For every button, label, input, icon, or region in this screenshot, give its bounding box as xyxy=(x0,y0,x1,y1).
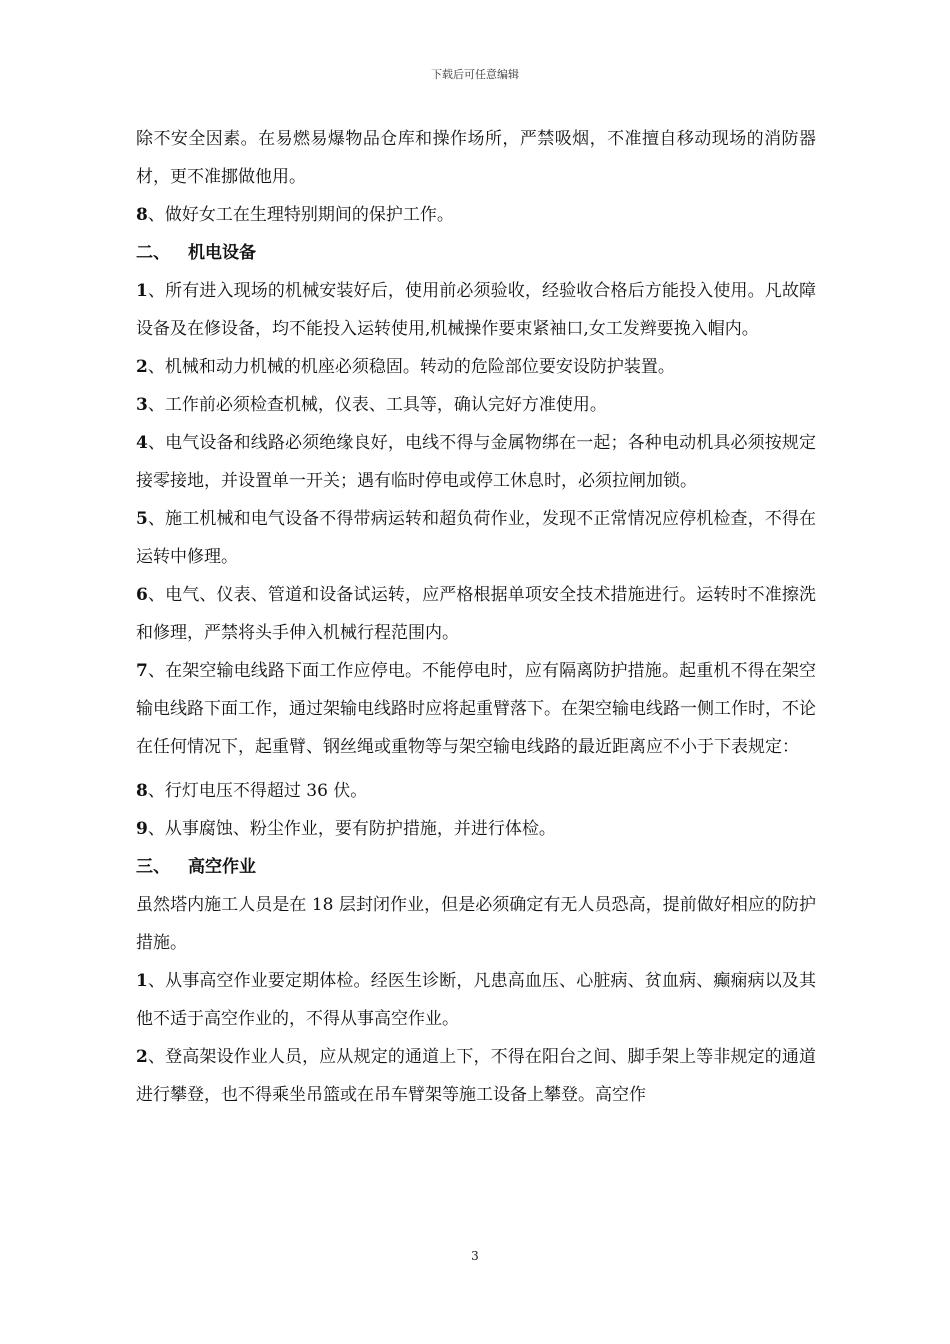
paragraph xyxy=(136,1038,816,1114)
section-number: 二、 xyxy=(136,243,170,263)
section-title: 机电设备 xyxy=(188,243,256,263)
paragraph xyxy=(136,424,816,500)
item-number: 5 xyxy=(136,509,148,529)
page-header: 下载后可任意编辑 xyxy=(431,68,519,81)
item-number: 4 xyxy=(136,433,148,453)
item-number: 7 xyxy=(136,661,148,681)
document-body xyxy=(136,120,816,1114)
section-heading xyxy=(136,234,816,272)
item-number: 3 xyxy=(136,395,148,415)
paragraph-text: 、登高架设作业人员，应从规定的通道上下，不得在阳台之间、脚手架上等非规定的通道进行攀登，也不得乘坐吊篮或在吊车臂架等施工设备上攀登。高空作 xyxy=(136,1047,816,1105)
page-number: 3 xyxy=(471,1249,479,1263)
paragraph-text: 、从事高空作业要定期体检。经医生诊断，凡患高血压、心脏病、贫血病、癫痫病以及其他不适于高空作业的，不得从事高空作业。 xyxy=(136,971,816,1029)
paragraph-text: 、施工机械和电气设备不得带病运转和超负荷作业，发现不正常情况应停机检查，不得在运转中修理。 xyxy=(136,509,816,567)
paragraph-text: 、电气设备和线路必须绝缘良好，电线不得与金属物绑在一起；各种电动机具必须按规定接零接地，并设置单一开关；遇有临时停电或停工休息时，必须拉闸加锁。 xyxy=(136,433,816,491)
paragraph xyxy=(136,962,816,1038)
paragraph-text: 、电气、仪表、管道和设备试运转，应严格根据单项安全技术措施进行。运转时不准擦洗和修理，严禁将头手伸入机械行程范围内。 xyxy=(136,585,816,643)
paragraph xyxy=(136,272,816,348)
paragraph-text: 、做好女工在生理特别期间的保护工作。 xyxy=(147,205,454,225)
item-number: 2 xyxy=(136,357,148,377)
paragraph-text: 、工作前必须检查机械，仪表、工具等，确认完好方准使用。 xyxy=(147,395,607,415)
paragraph-text: 虽然塔内施工人员是在 18 层封闭作业，但是必须确定有无人员恐高，提前做好相应的防护措施。 xyxy=(136,895,816,953)
paragraph-text: 、机械和动力机械的机座必须稳固。转动的危险部位要安设防护装置。 xyxy=(147,357,675,377)
paragraph xyxy=(136,576,816,652)
paragraph xyxy=(136,196,816,234)
paragraph xyxy=(136,120,816,196)
paragraph-text: 、行灯电压不得超过 36 伏。 xyxy=(147,781,368,801)
item-number: 6 xyxy=(136,585,148,605)
item-number: 1 xyxy=(136,281,148,301)
paragraph-text: 、在架空输电线路下面工作应停电。不能停电时，应有隔离防护措施。起重机不得在架空输电线路下面工作，通过架输电线路时应将起重臂落下。在架空输电线路一侧工作时，不论在任何情况下，起重臂、钢丝绳或重物等与架空输电线路的最近距离应不小于下表规定： xyxy=(136,661,816,757)
paragraph xyxy=(136,500,816,576)
paragraph-text: 、所有进入现场的机械安装好后，使用前必须验收，经验收合格后方能投入使用。凡故障设备及在修设备，均不能投入运转使用,机械操作要束紧袖口,女工发辫要挽入帽内。 xyxy=(136,281,816,339)
paragraph xyxy=(136,886,816,962)
paragraph xyxy=(136,386,816,424)
section-number: 三、 xyxy=(136,857,170,877)
paragraph xyxy=(136,652,816,766)
paragraph xyxy=(136,772,816,810)
item-number: 8 xyxy=(136,781,148,801)
paragraph xyxy=(136,348,816,386)
item-number: 2 xyxy=(136,1047,148,1067)
item-number: 9 xyxy=(136,819,148,839)
paragraph-text: 除不安全因素。在易燃易爆物品仓库和操作场所，严禁吸烟，不准擅自移动现场的消防器材，更不准挪做他用。 xyxy=(136,129,816,187)
section-heading xyxy=(136,848,816,886)
section-title: 高空作业 xyxy=(188,857,256,877)
item-number: 1 xyxy=(136,971,148,991)
paragraph-text: 、从事腐蚀、粉尘作业，要有防护措施，并进行体检。 xyxy=(147,819,556,839)
item-number: 8 xyxy=(136,205,148,225)
paragraph xyxy=(136,810,816,848)
